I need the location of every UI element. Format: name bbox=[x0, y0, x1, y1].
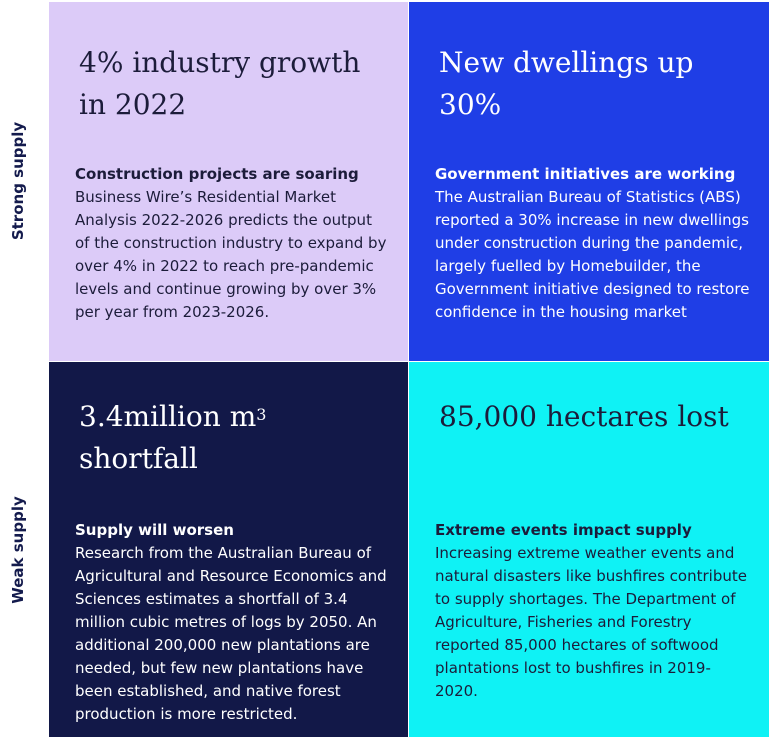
quadrant-headline-superscript: 3 bbox=[256, 405, 267, 424]
quadrant-body bbox=[435, 163, 751, 324]
quadrant-headline-main: 3.4million m bbox=[79, 400, 257, 433]
quadrant-new-dwellings bbox=[409, 2, 769, 361]
quadrant-headline: 4% industry growth in 2022 bbox=[79, 46, 361, 121]
quadrant-subhead: Construction projects are soaring bbox=[75, 165, 359, 183]
quadrant-body bbox=[435, 519, 751, 703]
quadrant-body bbox=[75, 519, 390, 726]
quadrant-headline: New dwellings up 30% bbox=[439, 46, 694, 121]
quadrant-description: The Australian Bureau of Statistics (ABS) reported a 30% increase in new dwellings under construction during the pandemic, largely fuelled by Homebuilder, the Government initiative designed to restore confidence in the housing market bbox=[435, 188, 750, 321]
quadrant-description: Research from the Australian Bureau of Agricultural and Resource Economics and Sciences estimates a shortfall of 3.4 million cubic metres of logs by 2050. An additional 200,000 new plantations are needed, but few new plantations have been established, and native forest production is more restricted. bbox=[75, 544, 387, 723]
quadrant-headline: 85,000 hectares lost bbox=[439, 400, 729, 433]
quadrant-headline-tail: shortfall bbox=[79, 442, 198, 475]
axis-label-strong-supply bbox=[0, 0, 36, 361]
quadrant-hectares-lost bbox=[409, 362, 769, 737]
quadrant-description: Increasing extreme weather events and natural disasters like bushfires contribute to supply shortages. The Department of Agriculture, Fisheries and Forestry reported 85,000 hectares of softwood plantations lost to bushfires in 2019-2020. bbox=[435, 544, 747, 700]
axis-label-weak-supply-text: Weak supply bbox=[9, 496, 28, 604]
axis-label-weak-supply bbox=[0, 361, 36, 739]
quadrant-subhead: Government initiatives are working bbox=[435, 165, 736, 183]
quadrant-headline bbox=[79, 396, 392, 480]
quadrant-industry-growth bbox=[49, 2, 408, 361]
quadrant-shortfall bbox=[49, 362, 408, 737]
quadrant-subhead: Supply will worsen bbox=[75, 521, 234, 539]
axis-label-strong-supply-text: Strong supply bbox=[9, 121, 28, 240]
quadrant-subhead: Extreme events impact supply bbox=[435, 521, 692, 539]
quadrant-body bbox=[75, 163, 390, 324]
quadrant-description: Business Wire’s Residential Market Analysis 2022-2026 predicts the output of the construction industry to expand by over 4% in 2022 to reach pre-pandemic levels and continue growing by over 3% per year from 2023-2026. bbox=[75, 188, 387, 321]
